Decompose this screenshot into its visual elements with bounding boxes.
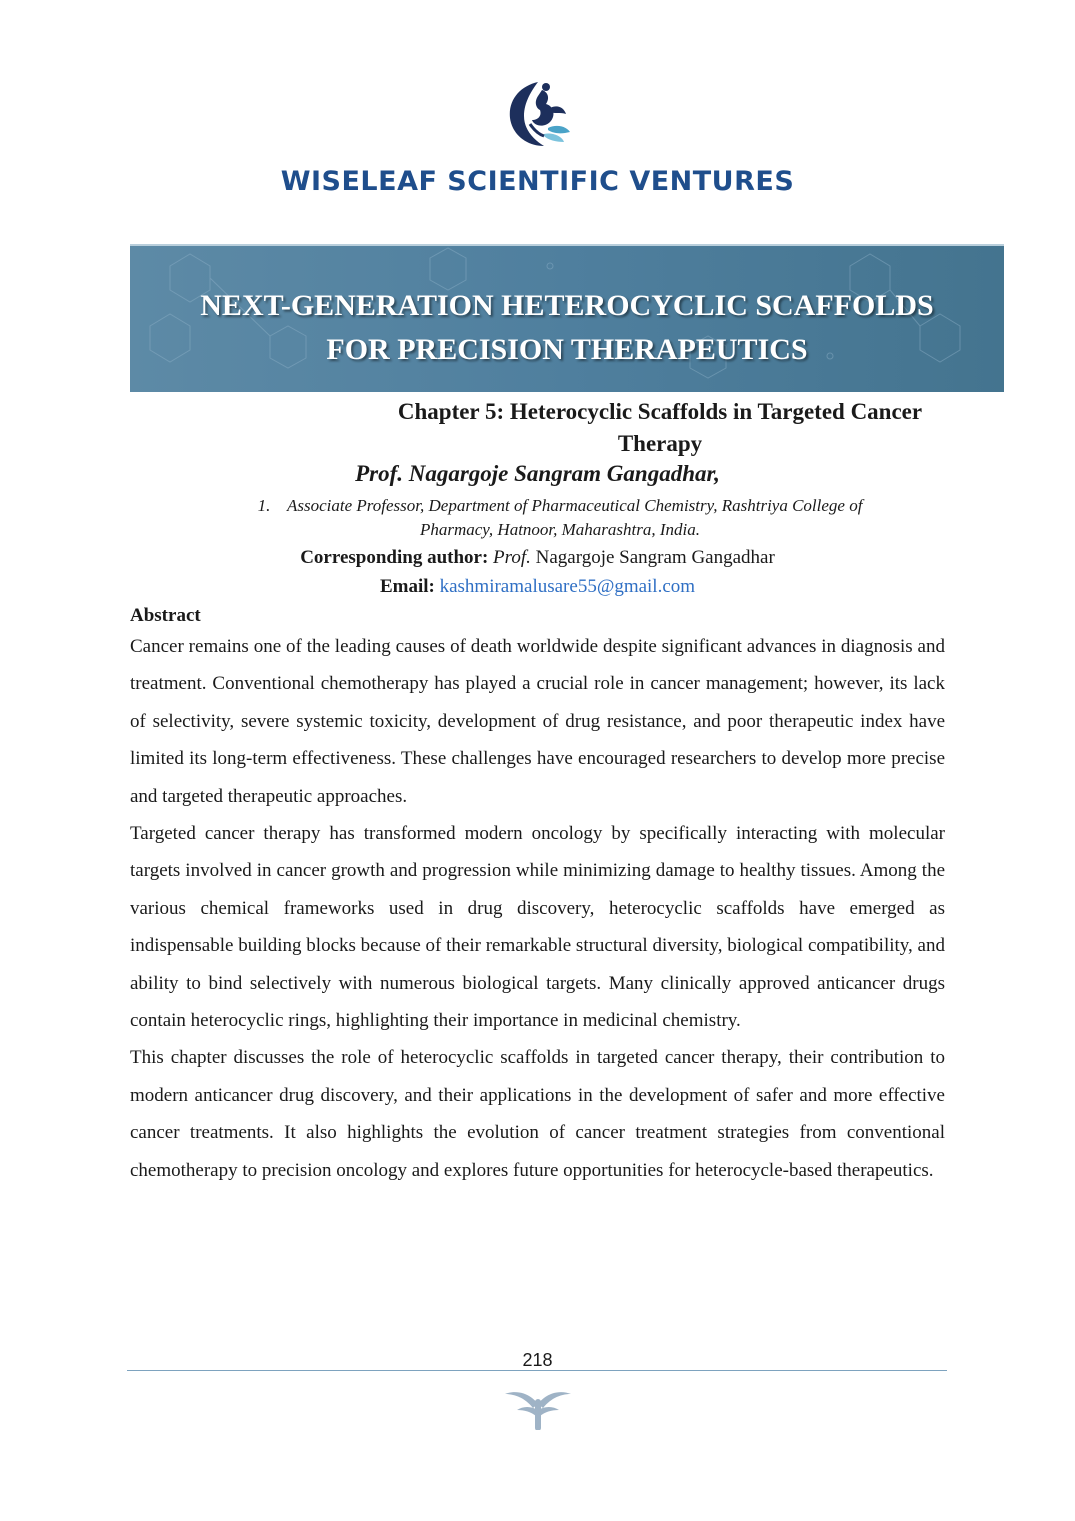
email-label: Email:	[379, 576, 435, 597]
page-number: 218	[522, 1350, 553, 1370]
abstract-paragraph: Targeted cancer therapy has transformed modern oncology by specifically interacting with molecular targets involved in cancer growth and progression while minimizing damage to healthy tissues. Among the various chemical frameworks used in drug discovery, heterocyclic scaffolds have emerged as indispensable building blocks because of their remarkable structural diversity, biological compatibility, and ability to bind selectively with numerous biological targets. Many clinically approved anticancer drugs contain heterocyclic rings, highlighting their importance in medicinal chemistry.	[130, 823, 945, 1032]
leaf-sprout-icon	[503, 1384, 573, 1430]
abstract-heading: Abstract	[130, 605, 201, 626]
book-title-banner	[130, 244, 1004, 392]
corresponding-name: Nagargoje Sangram Gangadhar	[535, 547, 775, 568]
book-title	[130, 284, 1004, 372]
footer-logo	[503, 1384, 573, 1430]
book-title-line-2: FOR PRECISION THERAPEUTICS	[326, 333, 808, 366]
abstract-body	[130, 628, 945, 1189]
email-link[interactable]: kashmiramalusare55@gmail.com	[439, 576, 696, 597]
chapter-title-line-2: Therapy	[617, 431, 703, 456]
corresponding-label: Corresponding author:	[300, 547, 489, 568]
publisher-name: WISELEAF SCIENTIFIC VENTURES	[280, 166, 795, 197]
footer-divider	[127, 1370, 947, 1371]
affiliation-line-1: Associate Professor, Department of Pharmaceutical Chemistry, Rashtriya College of	[287, 496, 863, 515]
abstract-paragraph: Cancer remains one of the leading causes of death worldwide despite significant advances in diagnosis and treatment. Conventional chemotherapy has played a crucial role in cancer management; however, its lack of selectivity, severe systemic toxicity, development of drug resistance, and poor therapeutic index have limited its long-term effectiveness. These challenges have encouraged researchers to develop more precise and targeted therapeutic approaches.	[130, 636, 945, 807]
affiliation-line-2: Pharmacy, Hatnoor, Maharashtra, India.	[419, 520, 701, 539]
author-affiliation	[200, 494, 920, 542]
chapter-title	[250, 396, 1070, 460]
dancing-figure-leaf-icon	[504, 78, 574, 150]
corresponding-prefix: Prof.	[493, 547, 531, 568]
corresponding-author	[0, 547, 1075, 569]
author-name: Prof. Nagargoje Sangram Gangadhar,	[355, 461, 720, 486]
abstract-paragraph: This chapter discusses the role of heterocyclic scaffolds in targeted cancer therapy, their contribution to modern anticancer drug discovery, and their applications in the development of safer and more effective cancer treatments. It also highlights the evolution of cancer treatment strategies from conventional chemotherapy to precision oncology and explores future opportunities for heterocycle-based therapeutics.	[130, 1047, 945, 1181]
publisher-logo	[504, 78, 574, 150]
book-title-line-1: NEXT-GENERATION HETEROCYCLIC SCAFFOLDS	[200, 289, 934, 322]
email-line	[0, 576, 1075, 598]
chapter-title-line-1: Chapter 5: Heterocyclic Scaffolds in Targeted Cancer	[397, 399, 923, 424]
affiliation-number: 1.	[257, 496, 271, 515]
